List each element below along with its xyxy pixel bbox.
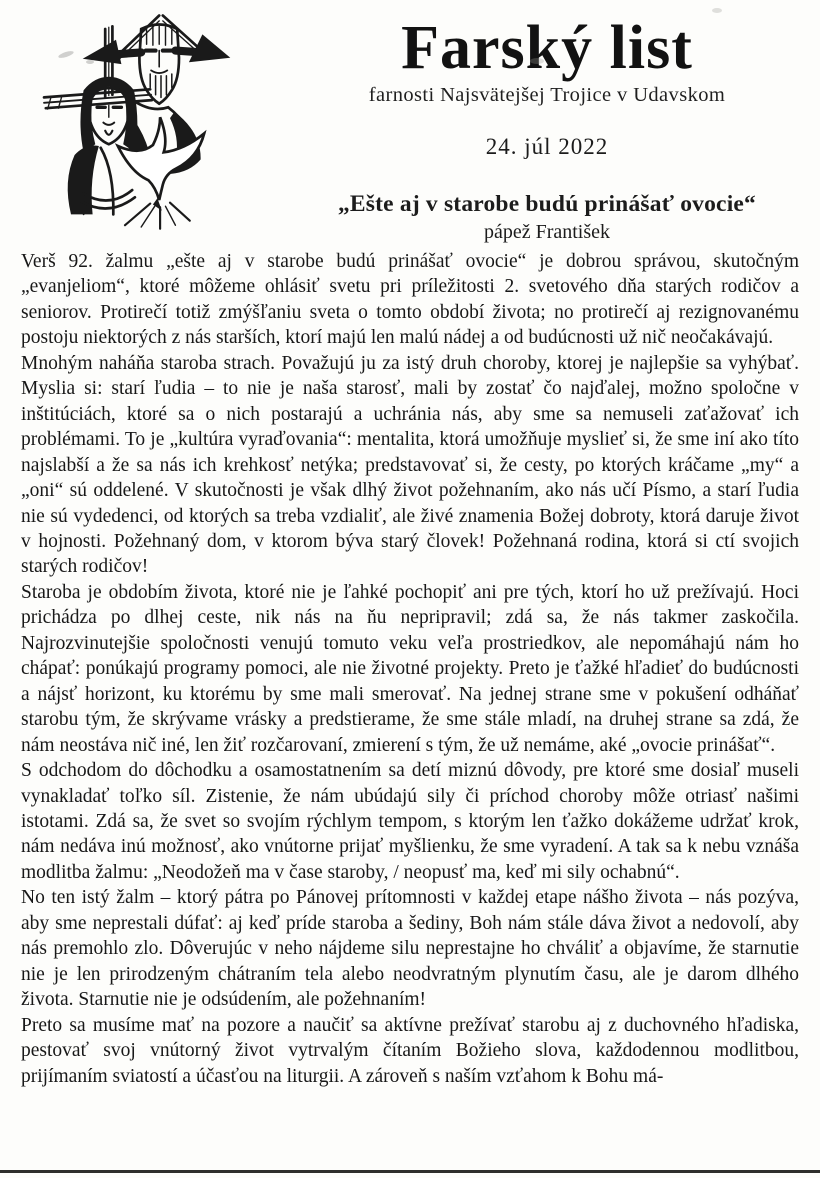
article-paragraph: S odchodom do dôchodku a osamostatnením sa detí miznú dôvody, pre ktoré sme dosiaľ museli vynakladať toľko síl. Zistenie, že nám ubúdajú sily či príchod choroby môže otriasť našimi istotami. Zdá sa, že svet so svojím rýchlym tempom, s ktorým len ťažko dokážeme udržať krok, nám nedáva inú možnosť, ako vnútorne prijať myšlienku, že sme vyradení. A tak sa k nebu vznáša modlitba žalmu: „Neodožeň ma v čase staroby, / neopusť ma, keď mi sily ochabnú“. [21,760,799,883]
scan-smudge [712,8,722,13]
masthead-text [262,0,820,244]
article-paragraph: Mnohým naháňa staroba strach. Považujú ju za istý druh choroby, ktorej je najlepšie sa vyhýbať. Myslia si: starí ľudia – to nie je naša starosť, mali by zostať čo najďalej, možno spoločne v inštitúciách, ktoré sa o nich postarajú a uchránia nás, aby sme sa nemuseli zaťažovať ich problémami. To je „kultúra vyraďovania“: mentalita, ktorá umožňuje myslieť si, že sme iní ako títo najslabší a že sa nás ich krehkosť netýka; predstavovať si, že cesty, po ktorých kráčame „my“ a „oni“ sú oddelené. V skutočnosti je však dlhý život požehnaním, ako nás učí Písmo, a starí ľudia nie sú vydedenci, od ktorých sa treba vzdialiť, ale živé znamenia Božej dobroty, ktorá daruje život v hojnosti. Požehnaný dom, v ktorom býva starý človek! Požehnaná rodina, ktorá si ctí svojich starých rodičov! [21,352,799,578]
newsletter-subtitle: farnosti Najsvätejšej Trojice v Udavskom [368,84,726,106]
headline-quote: „Ešte aj v starobe budú prinášať ovocie“ [337,191,757,217]
issue-date: 24. júl 2022 [485,134,609,159]
quote-author: pápež František [483,221,611,243]
masthead [0,0,820,243]
article-paragraph: No ten istý žalm – ktorý pátra po Pánovej prítomnosti v každej etape nášho života – nás pozýva, aby sme neprestali dúfať: aj keď príde staroba a šediny, Boh nám stále dáva život a nedovolí, aby nás premohlo zlo. Dôverujúc v neho nájdeme silu neprestajne ho chváliť a objavíme, že starnutie nie je len prirodzeným chátraním tela alebo neodvratným plynutím času, ale je darom dlhého života. Starnutie nie je odsúdením, ale požehnaním! [21,887,799,1011]
article-paragraph: Verš 92. žalmu „ešte aj v starobe budú prinášať ovocie“ je dobrou správou, skutočným „evanjeliom“, ktoré môžeme ohlásiť svetu pri príležitosti 2. svetového dňa starých rodičov a seniorov. Protirečí totiž zmýšľaniu sveta o tomto období života; no protirečí aj rezignovanému postoju niektorých z nás starších, ktorí majú len malú nádej a od budúcnosti už nič neočakávajú. [21,251,799,349]
bottom-divider [0,1170,820,1173]
holy-trinity-icon [26,8,242,230]
newsletter-title: Farský list [401,14,693,82]
article-paragraph: Preto sa musíme mať na pozore a naučiť sa aktívne prežívať starobu aj z duchovného hľadiska, pestovať svoj vnútorný život vytrvalým čítaním Božieho slova, každodennou modlitbou, prijímaním sviatostí a účasťou na liturgii. A zároveň s naším vzťahom k Bohu má- [21,1014,799,1087]
scan-smudge [86,60,94,64]
article-paragraph: Staroba je obdobím života, ktoré nie je ľahké pochopiť ani pre tých, ktorí ho už prežívajú. Hoci prichádza po dlhej ceste, nik nás na ňu nepripravil; zdá sa, že nás takmer zaskočila. Najrozvinutejšie spoločnosti venujú tomuto veku veľa prostriedkov, ale nepomáhajú nám ho chápať: ponúkajú programy pomoci, ale nie životné projekty. Preto je ťažké hľadieť do budúcnosti a nájsť horizont, ku ktorému by sme mali smerovať. Na jednej strane sme v pokušení odháňať starobu tým, že skrývame vrásky a predstierame, že sme stále mladí, na druhej strane sa zdá, že nám neostáva nič iné, len žiť rozčarovaní, zmierení s tým, že už nemáme, aké „ovocie prinášať“. [21,581,799,756]
holy-trinity-logo-image [0,0,262,230]
article-body [0,234,820,1161]
scan-smudge [530,58,544,64]
